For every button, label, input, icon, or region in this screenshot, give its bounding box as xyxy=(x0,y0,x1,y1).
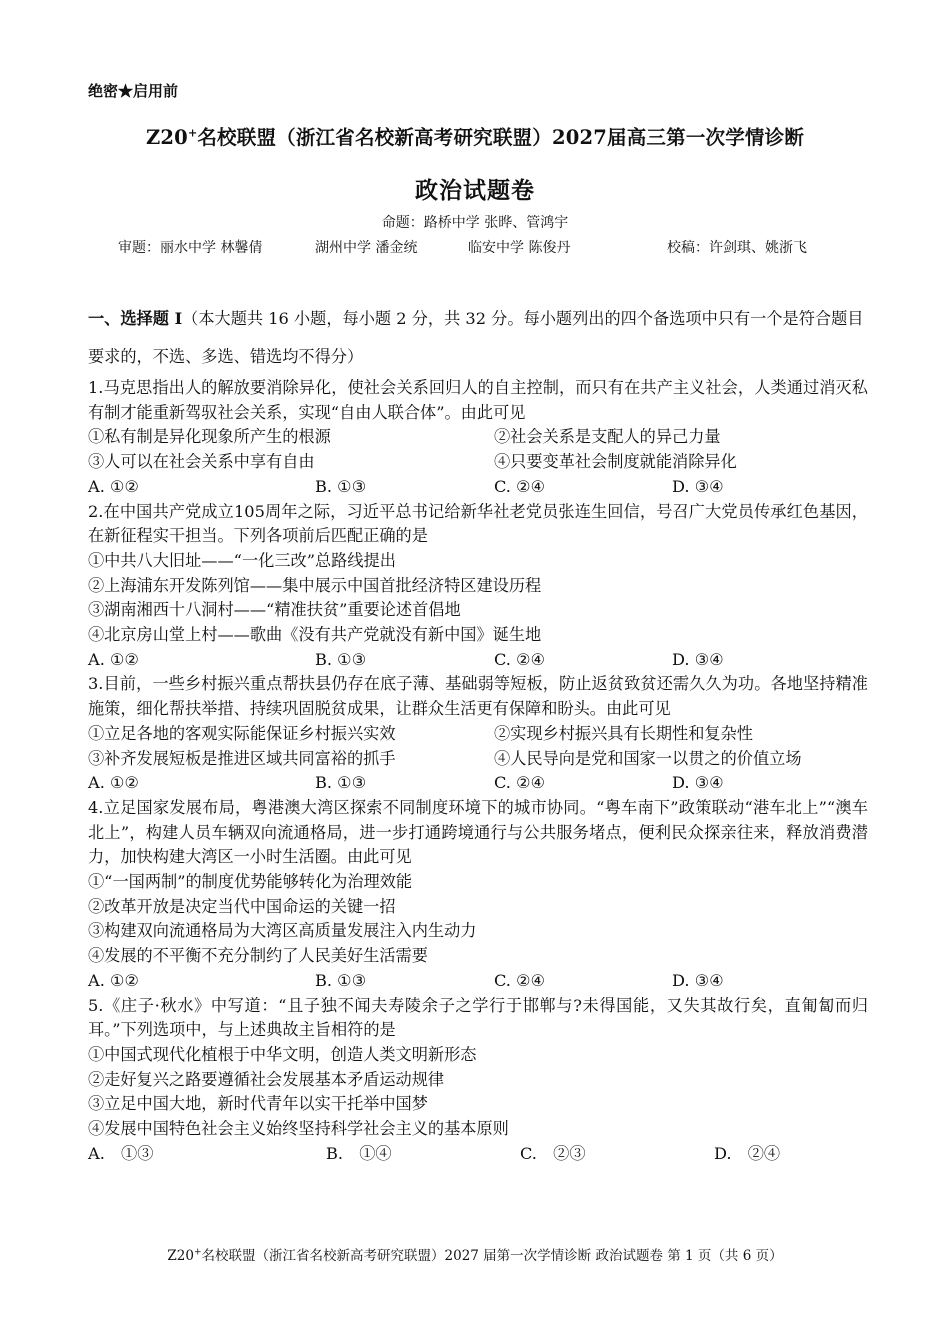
exam-subtitle: 政治试题卷 xyxy=(415,177,535,204)
section-heading: 一、选择题 I（本大题共 16 小题，每小题 2 分，共 32 分。每小题列出的四个备选项中只有一个是符合题目要求的，不选、多选、错选均不得分） xyxy=(88,309,864,366)
item-line: ④发展中国特色社会主义始终坚持科学社会主义的基本原则 xyxy=(88,1119,509,1139)
confidential-label: 绝密★启用前 xyxy=(88,82,179,100)
option-row xyxy=(88,1142,868,1167)
option-b[interactable]: B. ①③ xyxy=(315,476,367,496)
item-row: ③人可以在社会关系中享有自由 ④只要变革社会制度就能消除异化 xyxy=(88,452,737,472)
option-b[interactable]: B. ①③ xyxy=(315,773,367,793)
item-row: ③补齐发展短板是推进区域共同富裕的抓手 ④人民导向是党和国家一以贯之的价值立场 xyxy=(88,748,802,768)
option-a[interactable]: A. ①② xyxy=(88,649,140,669)
option-b[interactable]: B. ①③ xyxy=(315,970,367,990)
option-row xyxy=(88,771,868,796)
exam-title: Z20+名校联盟（浙江省名校新高考研究联盟）2027届高三第一次学情诊断 xyxy=(145,126,805,149)
option-d[interactable]: D. ②④ xyxy=(714,1143,781,1163)
option-a[interactable]: A. ①② xyxy=(88,476,140,496)
questions-area xyxy=(88,300,868,1166)
option-c[interactable]: C. ②④ xyxy=(494,649,546,669)
reviewer-1: 审题：丽水中学 林馨倩 xyxy=(118,240,263,256)
item-line: ③立足中国大地，新时代青年以实干托举中国梦 xyxy=(88,1094,428,1114)
item-line: ①“一国两制”的制度优势能够转化为治理效能 xyxy=(88,872,413,892)
item-line: ④北京房山堂上村——歌曲《没有共产党就没有新中国》诞生地 xyxy=(88,625,542,645)
item-row: ①立足各地的客观实际能保证乡村振兴实效 ②实现乡村振兴具有长期性和复杂性 xyxy=(88,723,753,743)
option-a[interactable]: A. ①② xyxy=(88,970,140,990)
item-line: ②走好复兴之路要遵循社会发展基本矛盾运动规律 xyxy=(88,1069,445,1089)
option-a[interactable]: A. ①③ xyxy=(88,1143,154,1163)
item-line: ④发展的不平衡不充分制约了人民美好生活需要 xyxy=(88,946,428,966)
authors-line: 命题：路桥中学 张晔、管鸿宇 xyxy=(381,215,569,231)
item-line: ③湖南湘西十八洞村——“精准扶贫”重要论述首倡地 xyxy=(88,600,461,620)
option-d[interactable]: D. ③④ xyxy=(672,649,724,669)
question-stem: 2.在中国共产党成立105周年之际，习近平总书记给新华社老党员张连生回信，号召广大党员传承红色基因，在新征程实干担当。下列各项前后匹配正确的是 xyxy=(88,501,868,546)
option-row xyxy=(88,475,868,500)
option-c[interactable]: C. ②③ xyxy=(520,1143,586,1163)
item-line: ②改革开放是决定当代中国命运的关键一招 xyxy=(88,896,396,916)
option-b[interactable]: B. ①③ xyxy=(315,649,367,669)
reviewers-line xyxy=(0,237,950,257)
item-line: ①中国式现代化植根于中华文明，创造人类文明新形态 xyxy=(88,1044,477,1064)
proofreader: 校稿：许剑琪、姚浙飞 xyxy=(667,240,807,256)
question-stem: 5.《庄子·秋水》中写道：“且子独不闻夫寿陵余子之学行于邯郸与?未得国能，又失其故行矣，直匍匐而归耳。”下列选项中，与上述典故主旨相符的是 xyxy=(88,995,868,1040)
option-b[interactable]: B. ①④ xyxy=(326,1143,392,1163)
item-line: ①中共八大旧址——“一化三改”总路线提出 xyxy=(88,550,396,570)
page-footer: Z20+名校联盟（浙江省名校新高考研究联盟）2027 届第一次学情诊断 政治试题卷 第 1 页（共 6 页） xyxy=(167,1247,783,1264)
option-row xyxy=(88,969,868,994)
question-stem: 1.马克思指出人的解放要消除异化，使社会关系回归人的自主控制，而只有在共产主义社会，人类通过消灭私有制才能重新驾驭社会关系，实现“自由人联合体”。由此可见 xyxy=(88,378,868,422)
option-c[interactable]: C. ②④ xyxy=(494,773,546,793)
item-row: ①私有制是异化现象所产生的根源 ②社会关系是支配人的异己力量 xyxy=(88,427,721,447)
option-d[interactable]: D. ③④ xyxy=(672,773,724,793)
reviewer-2: 湖州中学 潘金统 xyxy=(315,240,418,256)
item-line: ③构建双向流通格局为大湾区高质量发展注入内生动力 xyxy=(88,921,477,941)
option-row xyxy=(88,648,868,673)
question-stem: 3.目前，一些乡村振兴重点帮扶县仍存在底子薄、基础弱等短板，防止返贫致贫还需久久为功。各地坚持精准施策，细化帮扶举措、持续巩固脱贫成果，让群众生活更有保障和盼头。由此可见 xyxy=(88,674,868,719)
option-c[interactable]: C. ②④ xyxy=(494,970,546,990)
option-d[interactable]: D. ③④ xyxy=(672,476,724,496)
reviewer-3: 临安中学 陈俊丹 xyxy=(468,240,571,256)
option-c[interactable]: C. ②④ xyxy=(494,476,546,496)
option-a[interactable]: A. ①② xyxy=(88,773,140,793)
question-stem: 4.立足国家发展布局，粤港澳大湾区探索不同制度环境下的城市协同。“粤车南下”政策联动“港车北上”“澳车北上”，构建人员车辆双向流通格局，进一步打通跨境通行与公共服务堵点，便利民众探亲往来，释放消费潜力，加快构建大湾区一小时生活圈。由此可见 xyxy=(88,797,868,867)
option-d[interactable]: D. ③④ xyxy=(672,970,724,990)
item-line: ②上海浦东开发陈列馆——集中展示中国首批经济特区建设历程 xyxy=(88,575,542,595)
